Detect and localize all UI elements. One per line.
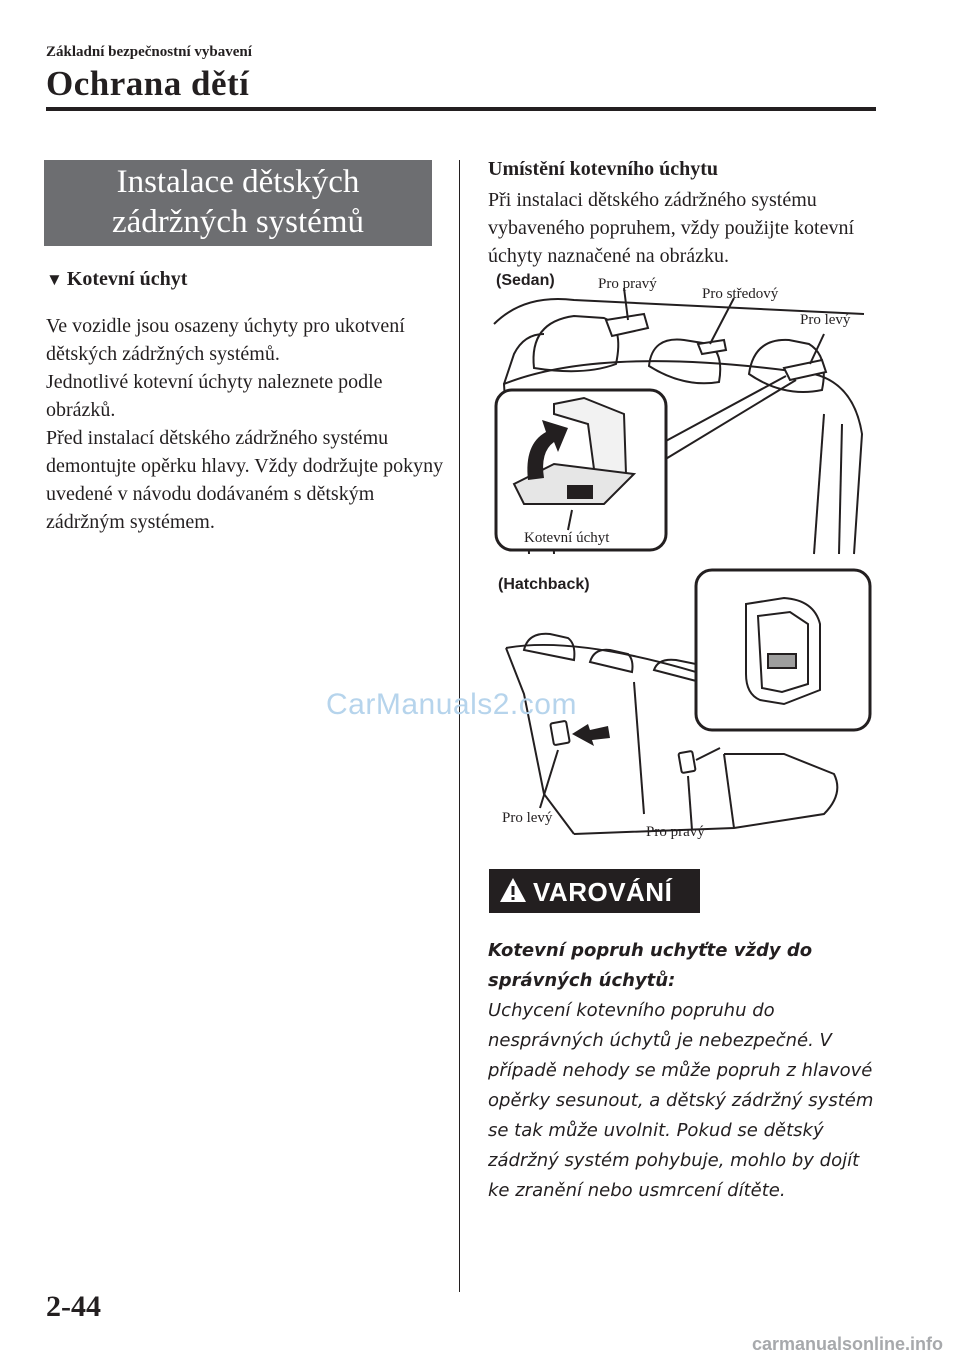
sedan-label-center: Pro středový	[702, 286, 779, 302]
location-title: Umístění kotevního úchytu	[488, 158, 719, 180]
subheading-text: Kotevní úchyt	[66, 268, 188, 290]
anchor-slot-left	[550, 721, 570, 745]
location-body: Při instalaci dětského zádržného systému vybaveného popruhem, vždy použijte kotevní úchyty naznačené na obrázku.	[488, 189, 855, 267]
warning-badge	[489, 869, 700, 913]
sedan-anchor-figure	[484, 264, 874, 564]
intro-paragraph: Před instalací dětského zádržného systému demontujte opěrku hlavy. Vždy dodržujte pokyny uvedené v návodu dodávaném s dětským zádržným systémem.	[46, 427, 444, 533]
watermark: CarManuals2.com	[326, 688, 577, 721]
topic-title-line-1: Instalace dětských	[116, 164, 360, 200]
sedan-label-right: Pro pravý	[598, 276, 657, 292]
intro-paragraph: Ve vozidle jsou osazeny úchyty pro ukotvení dětských zádržných systémů.	[46, 315, 405, 365]
page-title: Ochrana dětí	[46, 64, 250, 103]
intro-paragraph: Jednotlivé kotevní úchyty naleznete podle obrázků.	[46, 371, 383, 421]
hatchback-label-left: Pro levý	[502, 810, 553, 826]
section-label: Základní bezpečnostní vybavení	[46, 44, 252, 60]
hatchback-label-right: Pro pravý	[646, 824, 705, 840]
heading-rule	[46, 107, 876, 111]
arrow-icon	[572, 724, 610, 746]
sedan-label: (Sedan)	[496, 272, 555, 289]
topic-title-line-2: zádržných systémů	[112, 204, 364, 240]
triangle-marker-icon: ▼	[46, 270, 63, 289]
page-number: 2-44	[46, 1290, 101, 1323]
warning-triangle-icon	[499, 876, 527, 904]
sedan-label-left: Pro levý	[800, 312, 851, 328]
anchor-callout: Kotevní úchyt	[524, 530, 610, 546]
topic-title-box	[44, 160, 432, 246]
hatchback-label: (Hatchback)	[498, 576, 590, 593]
warning-heading: Kotevní popruh uchyťte vždy do správných úchytů:	[488, 940, 813, 991]
subheading	[46, 268, 187, 291]
warning-badge-text: VAROVÁNÍ	[533, 877, 673, 907]
intro-text	[46, 312, 446, 536]
column-divider	[459, 160, 460, 1292]
footer-site-link[interactable]: carmanualsonline.info	[752, 1334, 944, 1354]
headrest-left	[524, 634, 574, 660]
anchor-detail-inset	[696, 570, 870, 730]
warning-body: Uchycení kotevního popruhu do nesprávných úchytů je nebezpečné. V případě nehody se může popruh z hlavové opěrky sesunout, a dětský zádržný systém se tak může uvolnit. Pokud se dětský zádržný systém pohybuje, mohlo by dojít ke zranění nebo usmrcení dítěte.	[488, 1000, 874, 1201]
anchor-slot-right	[678, 751, 695, 773]
